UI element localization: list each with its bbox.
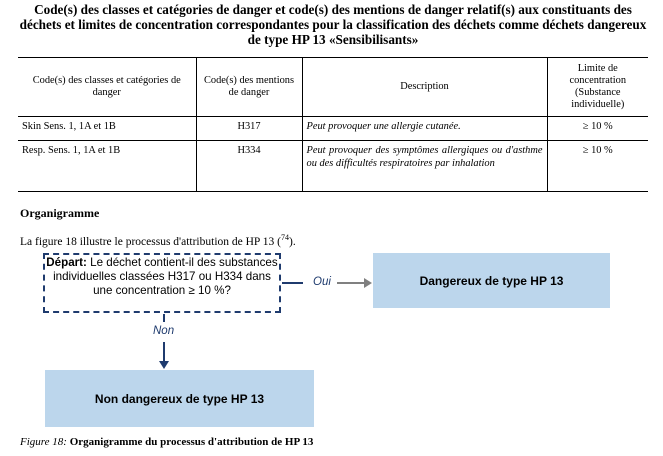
yes-label: Oui [313,276,331,288]
header-mentions: Code(s) des mentions de danger [196,58,302,117]
yes-arrow-head [364,278,372,288]
no-result-box: Non dangereux de type HP 13 [45,370,314,427]
start-label: Départ: [46,256,87,269]
cell-code: H317 [196,117,302,141]
section-title: Organigramme [20,206,100,220]
header-classes: Code(s) des classes et catégories de danger [18,58,196,117]
cell-code: H334 [196,141,302,192]
yes-result-box: Dangereux de type HP 13 [373,253,610,308]
cell-description: Peut provoquer une allergie cutanée. [302,117,547,141]
start-decision-box [43,253,281,313]
intro-end: ). [288,235,296,248]
header-limit: Limite de concentration (Substance individuelle) [547,58,648,117]
document-title: Code(s) des classes et catégories de danger et code(s) des mentions de danger relatif(s) aux constituants des déchets et limites de concentration correspondantes pour la classification des déchets comme déchets dangereux de type HP 13 «Sensibilisants» [19,2,647,47]
no-arrow-head [159,361,169,369]
cell-limit: ≥ 10 % [547,117,648,141]
start-question: Le déchet contient-il des substances individuelles classées H317 ou H334 dans une concentration ≥ 10 %? [53,256,278,297]
header-description: Description [302,58,547,117]
figure-caption [20,436,313,448]
no-label: Non [153,325,175,337]
cell-limit: ≥ 10 % [547,141,648,192]
cell-classes: Resp. Sens. 1, 1A et 1B [18,141,196,192]
footnote-ref[interactable]: 74 [280,233,289,242]
intro-text: La figure 18 illustre le processus d'attribution de HP 13 ( [20,235,281,248]
cell-classes: Skin Sens. 1, 1A et 1B [18,117,196,141]
figure-number: Figure 18: [20,436,67,448]
caption-text: Organigramme du processus d'attribution de HP 13 [69,436,314,448]
cell-description: Peut provoquer des symptômes allergiques ou d'asthme ou des difficultés respiratoires par inhalation [302,141,547,192]
